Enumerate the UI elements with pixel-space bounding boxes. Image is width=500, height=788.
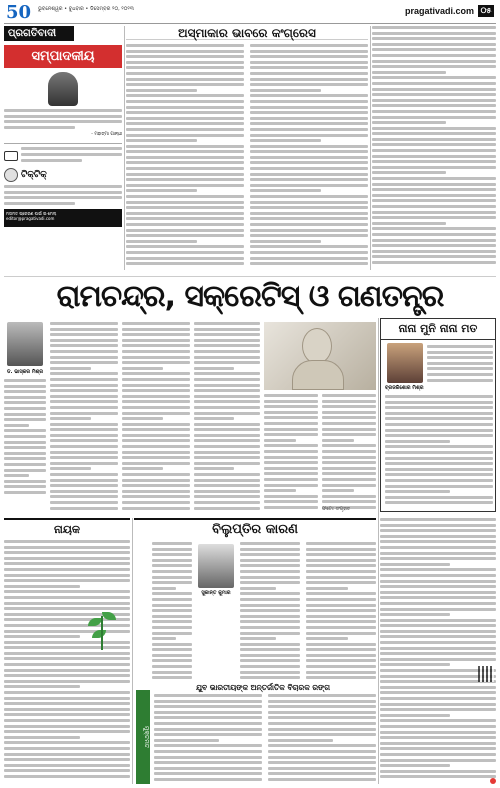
gandhi-portrait xyxy=(48,72,78,106)
section-strip: ମୁକ୍ତମତ xyxy=(136,690,150,784)
feature-headline: ରାମଚନ୍ଦ୍ର, ସକ୍ରେଟିସ୍ ଓ ଗଣତନ୍ତ୍ର xyxy=(4,276,496,312)
feature-body-col1 xyxy=(50,322,118,514)
biluptir-body-col2 xyxy=(240,542,300,682)
nayak-body xyxy=(4,540,130,784)
feature-body-col5 xyxy=(322,394,376,512)
author-bio xyxy=(4,379,46,499)
editorial-body-col2 xyxy=(250,44,368,270)
site-url[interactable]: pragativadi.com xyxy=(404,6,474,16)
qr-code[interactable] xyxy=(478,666,494,682)
biluptir-author-photo xyxy=(198,544,234,588)
nayak-headline: ନାୟକ xyxy=(53,523,81,536)
bottom-headline: ଯୁବ ଭାରତୀୟଙ୍କ ଅନ୍ତର୍ଜାତିକ ବିଚାରକ ରଙ୍ଗ xyxy=(196,683,331,692)
contact-email[interactable]: editor@pragativadi.com xyxy=(6,215,55,221)
contact-label: ମତାମତ ପ୍ରେରଣ ପାଇଁ ଇ-ମେଲ୍ xyxy=(6,210,57,216)
author-photo xyxy=(7,322,43,366)
info-box xyxy=(4,143,122,205)
editorial-headline: ଅସ୍ମାକାର ଭାବରେ କଂଗ୍ରେସ xyxy=(126,26,368,40)
feature-body-col4 xyxy=(264,394,318,512)
feature-author-box xyxy=(4,322,46,512)
biluptir-body-col3 xyxy=(306,542,376,682)
biluptir-body-col1 xyxy=(152,542,192,682)
color-registration-mark xyxy=(490,778,496,784)
contact-box xyxy=(4,209,122,227)
opinion-author: ବ୍ରଜକିଶୋର ମିଶ୍ର xyxy=(385,385,424,391)
editorial-body-col1 xyxy=(126,44,244,270)
feature-body-col3 xyxy=(194,322,260,514)
right-bottom-body xyxy=(380,518,496,782)
page-number: ୦୫ xyxy=(478,5,494,17)
tiktok-label: ଟିକ୍ଟିକ୍ xyxy=(21,170,47,181)
opinion-body-top xyxy=(427,345,493,385)
anniversary-logo: 50 xyxy=(6,2,32,23)
section-title: ସମ୍ପାଦକୀୟ xyxy=(4,45,122,68)
opinion-body xyxy=(385,395,493,509)
opinion-headline: ନାନା ମୁନି ନାନା ମତ xyxy=(381,319,495,340)
right-top-body xyxy=(372,26,496,270)
clock-icon xyxy=(4,168,18,182)
photo-credit: ଫଟୋ: ସଂଗୃହୀତ xyxy=(322,507,351,512)
newspaper-icon xyxy=(4,151,18,161)
biluptir-headline: ବିଲୁପ୍ତିର କାରଣ xyxy=(134,518,376,538)
editorial-sidebar xyxy=(4,26,122,268)
opinion-author-photo xyxy=(387,343,423,383)
biluptir-author: ସୁକାନ୍ତ କୁମାର xyxy=(201,590,231,596)
author-name: ଡ. ଭାସ୍କର ମିଶ୍ର xyxy=(6,369,44,375)
nayak-section xyxy=(4,518,130,784)
masthead-bar xyxy=(4,2,496,24)
bottom-body-col2 xyxy=(268,694,376,784)
dateline: ଭୁବନେଶ୍ୱର • ବୁଧବାର • ଡିସେମ୍ବର ୨୦, ୨୦୨୩ xyxy=(38,6,134,12)
feature-body-col2 xyxy=(122,322,190,514)
plant-icon xyxy=(86,610,120,650)
socrates-statue-image xyxy=(264,322,376,390)
quote-text xyxy=(4,109,122,129)
brand-label: ପ୍ରଗତିବାଦୀ xyxy=(4,26,74,41)
bottom-body-col1 xyxy=(154,694,262,784)
opinion-box xyxy=(380,318,496,512)
quote-author: - ମହାତ୍ମା ଗାନ୍ଧୀ xyxy=(91,132,122,138)
